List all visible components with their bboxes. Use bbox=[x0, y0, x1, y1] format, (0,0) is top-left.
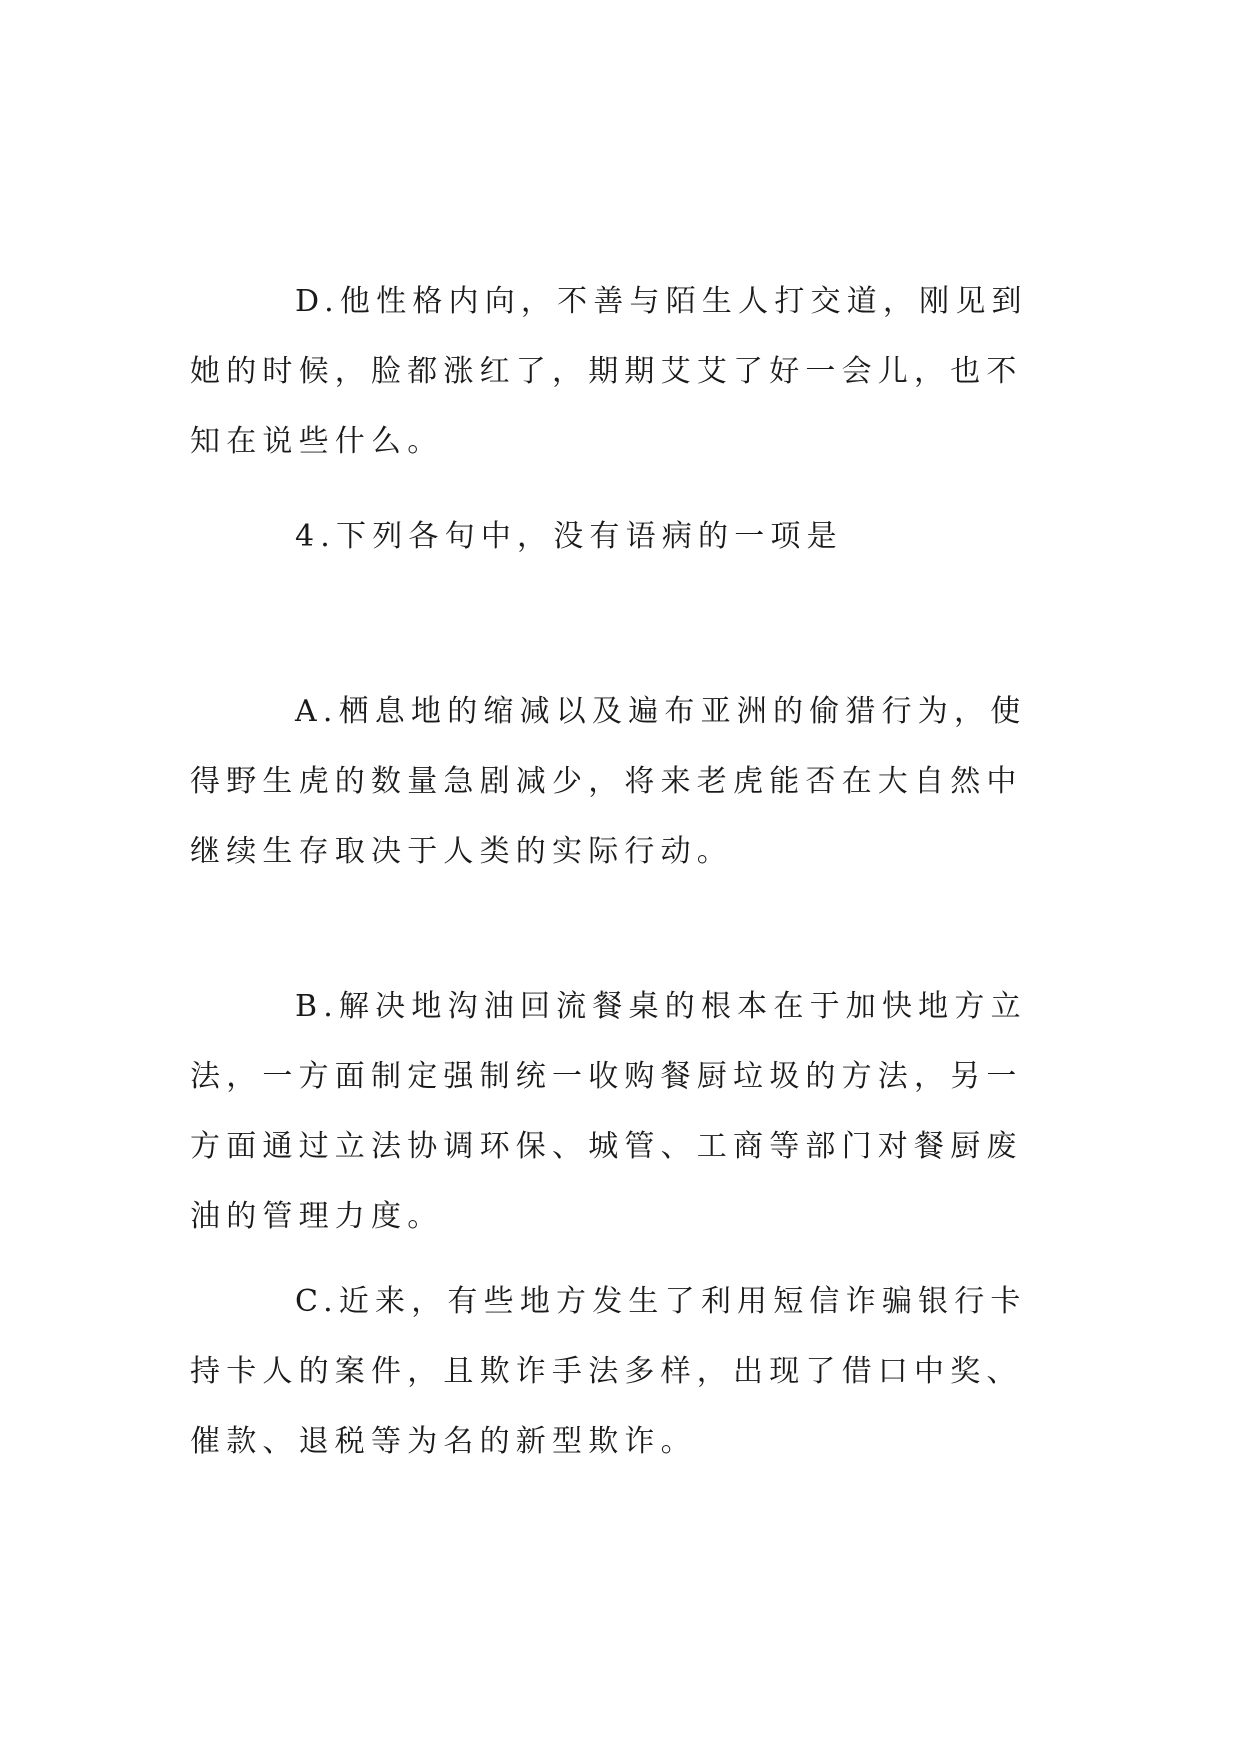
option-c-paragraph: C.近来，有些地方发生了利用短信诈骗银行卡持卡人的案件，且欺诈手法多样，出现了借口中奖、催款、退税等为名的新型欺诈。 bbox=[190, 1284, 1027, 1459]
option-a-paragraph: A.栖息地的缩减以及遍布亚洲的偷猎行为，使得野生虎的数量急剧减少，将来老虎能否在大自然中继续生存取决于人类的实际行动。 bbox=[190, 694, 1027, 869]
question-4-stem: 4.下列各句中，没有语病的一项是 bbox=[295, 519, 843, 554]
option-d-paragraph: D.他性格内向，不善与陌生人打交道，刚见到她的时候，脸都涨红了，期期艾艾了好一会儿，也不知在说些什么。 bbox=[190, 284, 1028, 459]
option-b-paragraph: B.解决地沟油回流餐桌的根本在于加快地方立法，一方面制定强制统一收购餐厨垃圾的方法，另一方面通过立法协调环保、城管、工商等部门对餐厨废油的管理力度。 bbox=[190, 989, 1027, 1234]
